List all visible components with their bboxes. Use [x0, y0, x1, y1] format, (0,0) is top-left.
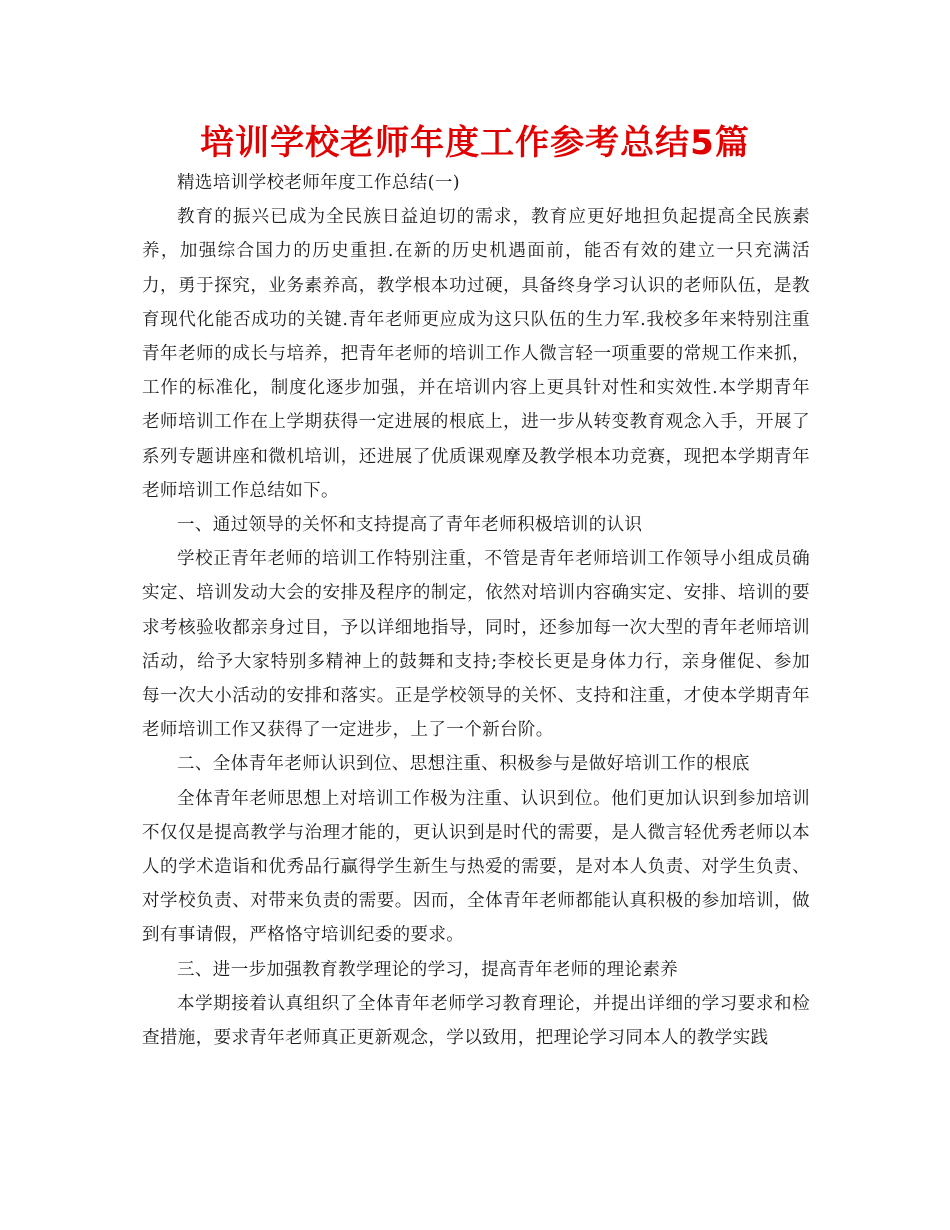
section-heading: 二、全体青年老师认识到位、思想注重、积极参与是做好培训工作的根底 — [177, 754, 750, 775]
section-heading: 三、进一步加强教育教学理论的学习，提高青年老师的理论素养 — [177, 959, 679, 980]
body-paragraph: 学校正青年老师的培训工作特别注重，不管是青年老师培训工作领导小组成员确实定、培训发动大会的安排及程序的制定，依然对培训内容确实定、安排、培训的要求考核验收都亲身过目，予以详细地指导，同时，还参加每一次大型的青年老师培训活动，给予大家特别多精神上的鼓舞和支持;李校长更是身体力行，亲身催促、参加每一次大小活动的安排和落实。正是学校领导的关怀、支持和注重，才使本学期青年老师培训工作又获得了一定进步，上了一个新台阶。 — [142, 549, 810, 741]
section-heading: 一、通过领导的关怀和支持提高了青年老师积极培训的认识 — [177, 515, 643, 536]
body-paragraph: 本学期接着认真组织了全体青年老师学习教育理论，并提出详细的学习要求和检查措施，要求青年老师真正更新观念，学以致用，把理论学习同本人的教学实践 — [142, 993, 810, 1049]
body-paragraph: 全体青年老师思想上对培训工作极为注重、认识到位。他们更加认识到参加培训不仅仅是提高教学与治理才能的，更认识到是时代的需要，是人微言轻优秀老师以本人的学术造诣和优秀品行赢得学生新生与热爱的需要，是对本人负责、对学生负责、对学校负责、对带来负责的需要。因而，全体青年老师都能认真积极的参加培训，做到有事请假，严格恪守培训纪委的要求。 — [142, 788, 810, 946]
section-subtitle: 精选培训学校老师年度工作总结(一) — [177, 173, 460, 193]
document-title: 培训学校老师年度工作参考总结5篇 — [200, 123, 750, 163]
body-paragraph: 教育的振兴已成为全民族日益迫切的需求，教育应更好地担负起提高全民族素养，加强综合国力的历史重担.在新的历史机遇面前，能否有效的建立一只充满活力，勇于探究，业务素养高，教学根本功过硬，具备终身学习认识的老师队伍，是教育现代化能否成功的关键.青年老师更应成为这只队伍的生力军.我校多年来特别注重青年老师的成长与培养，把青年老师的培训工作人微言轻一项重要的常规工作来抓，工作的标准化，制度化逐步加强，并在培训内容上更具针对性和实效性.本学期青年老师培训工作在上学期获得一定进展的根底上，进一步从转变教育观念入手，开展了系列专题讲座和微机培训，还进展了优质课观摩及教学根本功竞赛，现把本学期青年老师培训工作总结如下。 — [142, 207, 810, 501]
document-body — [142, 166, 810, 1055]
